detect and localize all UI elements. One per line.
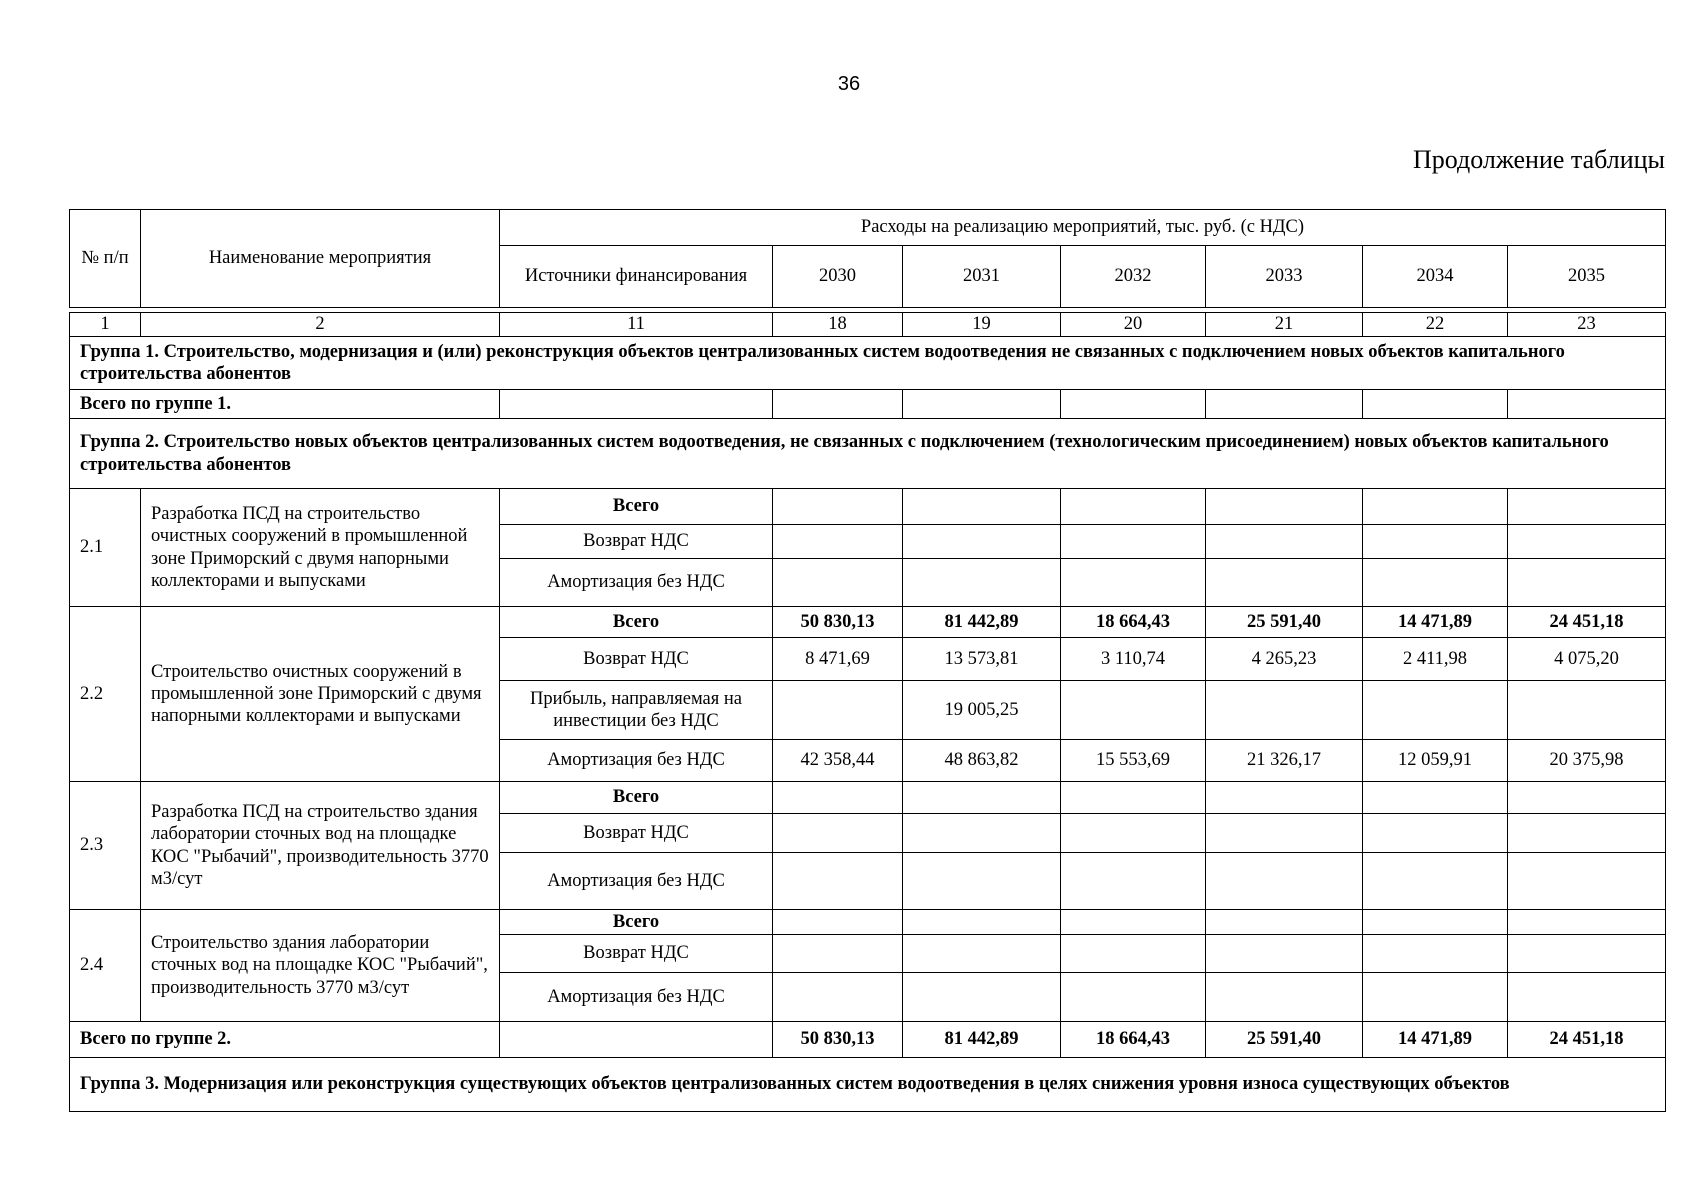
- value-cell: [903, 489, 1061, 525]
- funding-source: Всего: [500, 489, 773, 525]
- value-cell: [773, 935, 903, 973]
- value-cell: 2 411,98: [1363, 638, 1508, 681]
- col-number: 11: [500, 313, 773, 337]
- group-1-total-cell: [773, 390, 903, 419]
- value-cell: 24 451,18: [1508, 607, 1666, 638]
- value-cell: 19 005,25: [903, 681, 1061, 740]
- item-row: [70, 489, 1666, 525]
- group-2-total-value: 18 664,43: [1061, 1022, 1206, 1058]
- group-2-total-value: 50 830,13: [773, 1022, 903, 1058]
- value-cell: [1363, 559, 1508, 607]
- header-year: 2035: [1508, 246, 1666, 308]
- funding-source: Амортизация без НДС: [500, 559, 773, 607]
- value-cell: [1061, 525, 1206, 559]
- continuation-label: Продолжение таблицы: [1413, 145, 1665, 174]
- col-number: 19: [903, 313, 1061, 337]
- funding-source: Амортизация без НДС: [500, 853, 773, 910]
- funding-source: Всего: [500, 607, 773, 638]
- group-1-total-cell: [903, 390, 1061, 419]
- item-number: 2.2: [70, 607, 141, 782]
- value-cell: [1061, 559, 1206, 607]
- value-cell: [1061, 814, 1206, 853]
- value-cell: [1206, 489, 1363, 525]
- col-number: 1: [70, 313, 141, 337]
- value-cell: 50 830,13: [773, 607, 903, 638]
- value-cell: [1363, 935, 1508, 973]
- value-cell: [1206, 525, 1363, 559]
- group-2-total-label: Всего по группе 2.: [70, 1022, 500, 1058]
- col-number: 18: [773, 313, 903, 337]
- value-cell: 15 553,69: [1061, 740, 1206, 782]
- value-cell: [1061, 973, 1206, 1022]
- funding-source: Всего: [500, 782, 773, 814]
- value-cell: [1206, 559, 1363, 607]
- item-name: Разработка ПСД на строительство очистных сооружений в промышленной зоне Приморский с двумя напорными коллекторами и выпусками: [141, 489, 500, 607]
- value-cell: [773, 814, 903, 853]
- header-source: Источники финансирования: [500, 246, 773, 308]
- value-cell: [1508, 973, 1666, 1022]
- group-1-total-cell: [1508, 390, 1666, 419]
- value-cell: 13 573,81: [903, 638, 1061, 681]
- item-name: Строительство здания лаборатории сточных вод на площадке КОС "Рыбачий", производительность 3770 м3/сут: [141, 910, 500, 1022]
- item-number: 2.1: [70, 489, 141, 607]
- value-cell: [1508, 935, 1666, 973]
- group-1-total-cell: [1061, 390, 1206, 419]
- value-cell: [903, 782, 1061, 814]
- value-cell: 18 664,43: [1061, 607, 1206, 638]
- value-cell: [903, 973, 1061, 1022]
- value-cell: 4 075,20: [1508, 638, 1666, 681]
- value-cell: 3 110,74: [1061, 638, 1206, 681]
- value-cell: 12 059,91: [1363, 740, 1508, 782]
- funding-source: Возврат НДС: [500, 525, 773, 559]
- item-number: 2.3: [70, 782, 141, 910]
- value-cell: 42 358,44: [773, 740, 903, 782]
- value-cell: [773, 782, 903, 814]
- value-cell: [1508, 489, 1666, 525]
- value-cell: [1206, 782, 1363, 814]
- item-row: [70, 910, 1666, 935]
- value-cell: [1363, 782, 1508, 814]
- value-cell: [1363, 525, 1508, 559]
- group-1-total-cell: [1206, 390, 1363, 419]
- value-cell: [773, 681, 903, 740]
- expenses-table: [69, 209, 1666, 1112]
- value-cell: [1363, 910, 1508, 935]
- value-cell: [773, 489, 903, 525]
- group-1-total-cell: [1363, 390, 1508, 419]
- header-num: № п/п: [70, 210, 141, 308]
- value-cell: [1508, 559, 1666, 607]
- value-cell: [903, 559, 1061, 607]
- col-number: 20: [1061, 313, 1206, 337]
- value-cell: 4 265,23: [1206, 638, 1363, 681]
- header-year: 2033: [1206, 246, 1363, 308]
- funding-source: Амортизация без НДС: [500, 740, 773, 782]
- funding-source: Всего: [500, 910, 773, 935]
- page-number: 36: [837, 73, 861, 95]
- funding-source: Возврат НДС: [500, 935, 773, 973]
- value-cell: [1363, 973, 1508, 1022]
- value-cell: [773, 559, 903, 607]
- item-row: [70, 607, 1666, 638]
- value-cell: [1061, 782, 1206, 814]
- value-cell: [903, 814, 1061, 853]
- value-cell: [1508, 525, 1666, 559]
- item-name: Разработка ПСД на строительство здания лаборатории сточных вод на площадке КОС "Рыбачий", производительность 3770 м3/сут: [141, 782, 500, 910]
- header-year: 2031: [903, 246, 1061, 308]
- value-cell: [1363, 681, 1508, 740]
- value-cell: [1061, 935, 1206, 973]
- value-cell: [1508, 782, 1666, 814]
- value-cell: [1508, 681, 1666, 740]
- value-cell: [1508, 814, 1666, 853]
- funding-source: Возврат НДС: [500, 814, 773, 853]
- group-2-total-value: 14 471,89: [1363, 1022, 1508, 1058]
- funding-source: Амортизация без НДС: [500, 973, 773, 1022]
- value-cell: 48 863,82: [903, 740, 1061, 782]
- value-cell: [1061, 910, 1206, 935]
- item-name: Строительство очистных сооружений в промышленной зоне Приморский с двумя напорными коллекторами и выпусками: [141, 607, 500, 782]
- header-expenses: Расходы на реализацию мероприятий, тыс. руб. (с НДС): [500, 210, 1666, 246]
- group-1-title: Группа 1. Строительство, модернизация и (или) реконструкция объектов централизованных систем водоотведения не связанных с подключением новых объектов капитального строительства абонентов: [70, 337, 1666, 390]
- value-cell: [1061, 681, 1206, 740]
- value-cell: 81 442,89: [903, 607, 1061, 638]
- value-cell: [773, 973, 903, 1022]
- group-2-total-value: 81 442,89: [903, 1022, 1061, 1058]
- value-cell: 20 375,98: [1508, 740, 1666, 782]
- value-cell: [1508, 910, 1666, 935]
- funding-source: Возврат НДС: [500, 638, 773, 681]
- header-name: Наименование мероприятия: [141, 210, 500, 308]
- value-cell: [1206, 973, 1363, 1022]
- group-2-title: Группа 2. Строительство новых объектов централизованных систем водоотведения, не связанных с подключением (технологическим присоединением) новых объектов капитального строительства абонентов: [70, 419, 1666, 489]
- value-cell: [903, 525, 1061, 559]
- value-cell: [1206, 853, 1363, 910]
- header-year: 2034: [1363, 246, 1508, 308]
- col-number: 23: [1508, 313, 1666, 337]
- group-2-total-cell: [500, 1022, 773, 1058]
- col-number: 22: [1363, 313, 1508, 337]
- group-3-title: Группа 3. Модернизация или реконструкция существующих объектов централизованных систем водоотведения в целях снижения уровня износа существующих объектов: [70, 1058, 1666, 1112]
- value-cell: [1508, 853, 1666, 910]
- value-cell: 25 591,40: [1206, 607, 1363, 638]
- item-row: [70, 782, 1666, 814]
- item-number: 2.4: [70, 910, 141, 1022]
- value-cell: [1206, 935, 1363, 973]
- value-cell: [1206, 681, 1363, 740]
- group-2-total-value: 25 591,40: [1206, 1022, 1363, 1058]
- funding-source: Прибыль, направляемая на инвестиции без НДС: [500, 681, 773, 740]
- value-cell: [1061, 489, 1206, 525]
- col-number: 2: [141, 313, 500, 337]
- value-cell: 21 326,17: [1206, 740, 1363, 782]
- header-year: 2032: [1061, 246, 1206, 308]
- value-cell: [903, 853, 1061, 910]
- header-year: 2030: [773, 246, 903, 308]
- value-cell: [773, 853, 903, 910]
- value-cell: [1206, 910, 1363, 935]
- value-cell: [903, 935, 1061, 973]
- value-cell: [1363, 814, 1508, 853]
- value-cell: 8 471,69: [773, 638, 903, 681]
- group-1-total-label: Всего по группе 1.: [70, 390, 500, 419]
- group-2-total-value: 24 451,18: [1508, 1022, 1666, 1058]
- value-cell: [773, 525, 903, 559]
- value-cell: [1206, 814, 1363, 853]
- col-number: 21: [1206, 313, 1363, 337]
- group-1-total-cell: [500, 390, 773, 419]
- value-cell: 14 471,89: [1363, 607, 1508, 638]
- value-cell: [1061, 853, 1206, 910]
- value-cell: [1363, 489, 1508, 525]
- value-cell: [903, 910, 1061, 935]
- value-cell: [773, 910, 903, 935]
- value-cell: [1363, 853, 1508, 910]
